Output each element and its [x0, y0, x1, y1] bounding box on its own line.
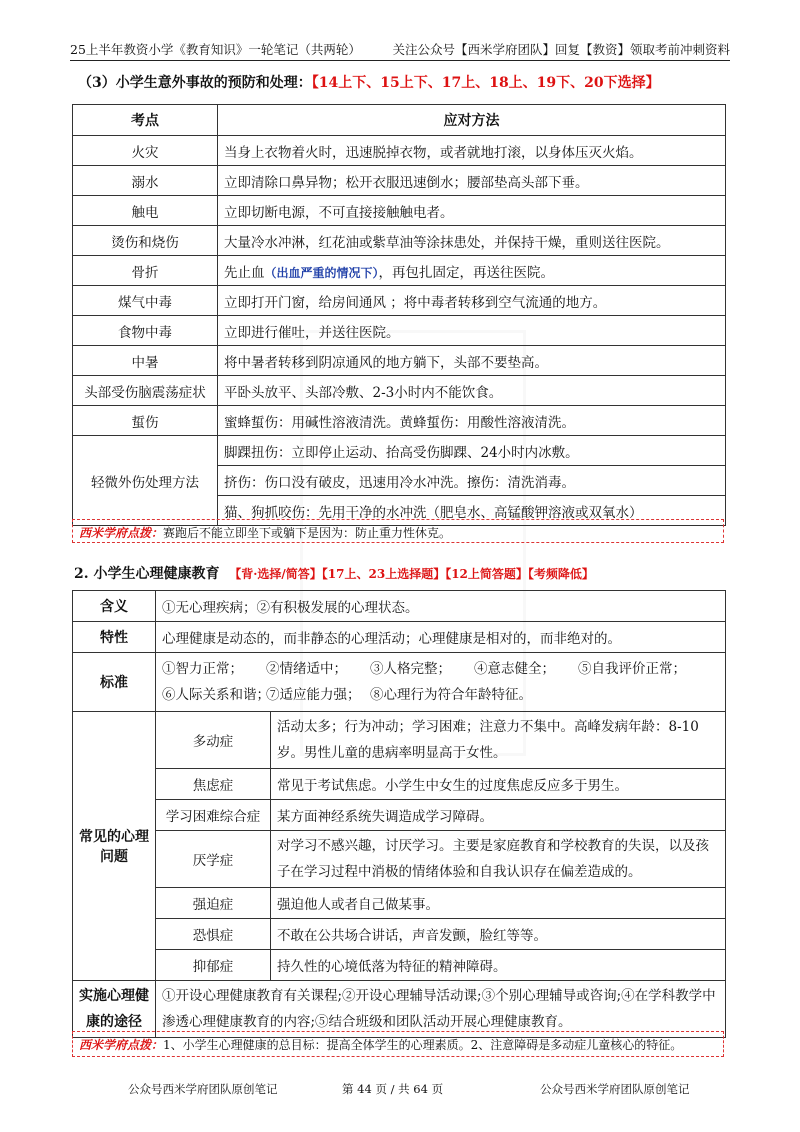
table-row: 强迫症 强迫他人或者自己做某事。 [73, 888, 726, 919]
tip-label: 西米学府点拨： [79, 1038, 164, 1052]
table-row: 蜇伤 蜜蜂蜇伤：用碱性溶液清洗。黄蜂蜇伤：用酸性溶液清洗。 [73, 406, 726, 436]
list-item: ⑤自我评价正常； [578, 661, 686, 677]
footer-left: 公众号西米学府团队原创笔记 [128, 1082, 278, 1096]
table-row: 火灾 当身上衣物着火时，迅速脱掉衣物，或者就地打滚，以身体压灭火焰。 [73, 136, 726, 166]
table-row: 学习困难综合症 某方面神经系统失调造成学习障碍。 [73, 800, 726, 831]
table-row: 实施心理健康的途径 ①开设心理健康教育有关课程;②开设心理辅导活动课;③个别心理辅导或咨询;④在学科教学中渗透心理健康教育的内容;⑤结合班级和团队活动开展心理健康教育。 [73, 981, 726, 1038]
table-row: 特性 心理健康是动态的，而非静态的心理活动；心理健康是相对的，而非绝对的。 [73, 622, 726, 653]
accident-table [72, 104, 726, 526]
table-row: 煤气中毒 立即打开门窗，给房间通风 ；将中毒者转移到空气流通的地方。 [73, 286, 726, 316]
list-item: ③人格完整； [370, 661, 451, 677]
table-row: 含义 ①无心理疾病；②有积极发展的心理状态。 [73, 591, 726, 622]
list-item: ①智力正常； [162, 661, 243, 677]
table-row: 头部受伤脑震荡症状 平卧头放平、头部冷敷、2-3小时内不能饮食。 [73, 376, 726, 406]
table-row: 挤伤：伤口没有破皮，迅速用冷水冲洗。擦伤：清洗消毒。 [73, 466, 726, 496]
mental-health-table [72, 590, 726, 1038]
list-item: ④意志健全； [474, 661, 555, 677]
header-rule [70, 60, 730, 61]
col-header-topic: 考点 [73, 105, 218, 136]
table-row: 抑郁症 持久性的心境低落为特征的精神障碍。 [73, 950, 726, 981]
table-row: 恐惧症 不敢在公共场合讲话，声音发颤，脸红等等。 [73, 919, 726, 950]
list-item: ②情绪适中； [266, 661, 347, 677]
table-row: 轻微外伤处理方法 脚踝扭伤：立即停止运动、抬高受伤脚踝、24小时内冰敷。 [73, 436, 726, 466]
table-row: 触电 立即切断电源，不可直接接触触电者。 [73, 196, 726, 226]
table-row: 猫、狗抓咬伤：先用干净的水冲洗（肥皂水、高锰酸钾溶液或双氧水） [73, 496, 726, 526]
tip-text: 赛跑后不能立即坐下或躺下是因为：防止重力性休克。 [163, 526, 452, 540]
table-row: 烫伤和烧伤 大量冷水冲淋，红花油或紫草油等涂抹患处，并保持干燥，重则送往医院。 [73, 226, 726, 256]
tip-box [72, 519, 724, 543]
header-right: 关注公众号【西米学府团队】回复【教资】领取考前冲刺资料 [392, 42, 730, 57]
col-header-method: 应对方法 [218, 105, 726, 136]
standards-list [162, 656, 719, 708]
header-left: 25上半年教资小学《教育知识》一轮笔记（共两轮） [70, 42, 361, 57]
section1-exam-tag: 【14上下、15上下、17上、18上、19下、20下选择】 [311, 75, 660, 91]
list-item: ⑦适应能力强； [266, 687, 361, 703]
table-row: 食物中毒 立即进行催吐，并送往医院。 [73, 316, 726, 346]
table-row: 厌学症 对学习不感兴趣，讨厌学习。主要是家庭教育和学校教育的失误，以及孩子在学习过程中消极的情绪体验和自我认识存在偏差造成的。 [73, 831, 726, 888]
table-row: 骨折 先止血（出血严重的情况下），再包扎固定，再送往医院。 [73, 256, 726, 286]
table-header-row [73, 105, 726, 136]
table-row: 溺水 立即清除口鼻异物；松开衣服迅速倒水；腰部垫高头部下垂。 [73, 166, 726, 196]
emphasis-note: （出血严重的情况下） [264, 265, 379, 280]
tip-text: 1、小学生心理健康的总目标：提高全体学生的心理素质。2、注意障碍是多动症儿童核心的特征。 [163, 1038, 683, 1052]
table-row: 焦虑症 常见于考试焦虑。小学生中女生的过度焦虑反应多于男生。 [73, 769, 726, 800]
list-item: ⑧心理行为符合年龄特征。 [370, 687, 532, 703]
table-row: 常见的心理问题 多动症 活动太多；行为冲动；学习困难；注意力不集中。高峰发病年龄：8-10岁。男性儿童的患病率明显高于女性。 [73, 712, 726, 769]
section1-title: （3）小学生意外事故的预防和处理：【14上下、15上下、17上、18上、19下、20下选择】 [78, 75, 660, 91]
section2-exam-tag: 【背·选择/简答】【17上、23上选择题】【12上简答题】【考频降低】 [229, 567, 594, 581]
tip-box [72, 1031, 724, 1057]
table-row: 标准 ①智力正常； ②情绪适中； ③人格完整； ④意志健全； ⑤自我评价正常； ⑥人际关系和谐； ⑦适应能力强； ⑧心理行为符合年龄特征。 [73, 653, 726, 712]
page-number: 第 44 页 / 共 64 页 [342, 1082, 444, 1096]
section2-title: 2. 小学生心理健康教育 【背·选择/简答】【17上、23上选择题】【12上简答题】【考频降低】 [74, 566, 594, 582]
list-item: ⑥人际关系和谐； [162, 687, 270, 703]
page-header [70, 40, 730, 56]
table-row: 中暑 将中暑者转移到阴凉通风的地方躺下，头部不要垫高。 [73, 346, 726, 376]
footer-right: 公众号西米学府团队原创笔记 [540, 1082, 690, 1096]
tip-label: 西米学府点拨： [79, 526, 164, 540]
